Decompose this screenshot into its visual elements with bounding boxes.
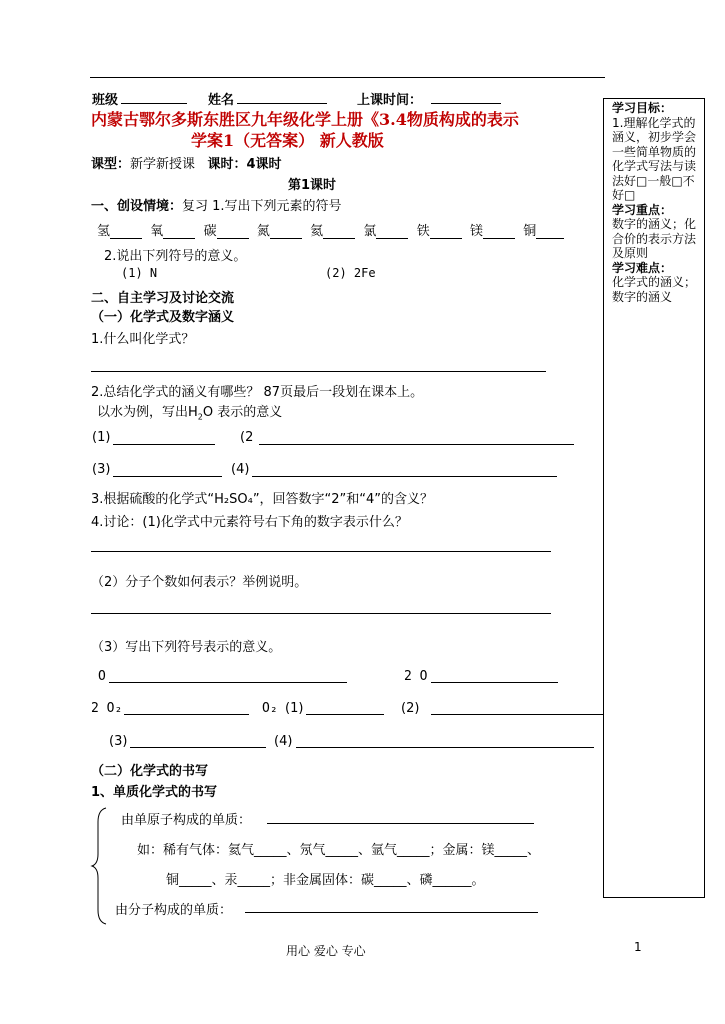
o2-meaning-4-label: (4) [274, 734, 293, 749]
name-label: 姓名 [208, 93, 235, 108]
section2-heading: 二、自主学习及讨论交流 [91, 291, 235, 306]
class-field[interactable] [121, 103, 187, 104]
lesson-hours-label: 课时： [207, 157, 247, 172]
goal-text: 1.理解化学式的涵义，初步学会一些简单物质的化学式写法与读法好□一般□不好□ [612, 115, 697, 202]
o2-meaning-2-field[interactable] [431, 714, 603, 715]
element-answer[interactable] [110, 224, 142, 239]
symbol-o2: O₂ [262, 701, 278, 716]
subsection-formula-meaning: （一）化学式及数字涵义 [91, 310, 235, 325]
meaning-4-label: (4) [231, 462, 250, 477]
section1-heading [91, 195, 342, 214]
lesson-type [91, 153, 282, 172]
question-what-is-formula: 1.什么叫化学式？ [91, 332, 195, 347]
element-answer[interactable] [217, 224, 249, 239]
goal-title: 学习目标： [612, 101, 673, 115]
molecular-element-field[interactable] [245, 912, 538, 913]
key-title: 学习重点： [612, 202, 673, 217]
section1-title: 一、创设情境： [91, 199, 183, 214]
time-label: 上课时间： [357, 93, 423, 108]
element-answer[interactable] [270, 224, 302, 239]
examples-line1: 如：稀有气体：氦气_____、氖气_____、氩气_____；金属：镁_____、 [137, 843, 541, 858]
water-example-post: O 表示的意义 [202, 405, 283, 420]
examples-line2: 铜_____、汞_____；非金属固体：碳_____、磷______。 [166, 873, 485, 888]
symbol-2o2-field[interactable] [124, 714, 249, 715]
name-field[interactable] [237, 103, 327, 104]
section1-review: 复习 1.写出下列元素的符号 [182, 199, 342, 214]
question-sulfuric-acid: 3.根据硫酸的化学式“H₂SO₄”，回答数字“2”和“4”的含义？ [91, 492, 434, 507]
document-title-line2: 学案1（无答案） 新人教版 [191, 131, 384, 150]
key-text: 数字的涵义；化合价的表示方法及原则 [612, 217, 697, 260]
symbol-2fe: (2) 2Fe [325, 266, 376, 280]
meaning-2-field[interactable] [259, 444, 574, 445]
meaning-1-label: (1) [92, 430, 111, 445]
o2-meaning-3-field[interactable] [130, 747, 266, 748]
lesson-hours-value: 4课时 [246, 157, 282, 172]
question-discussion-3: （3）写出下列符号表示的意义。 [91, 640, 282, 655]
question-discussion-1: 4.讨论：(1)化学式中元素符号右下角的数字表示什么？ [91, 515, 408, 530]
meaning-2-label: (2 [240, 430, 254, 445]
top-rule [90, 77, 605, 78]
element-name: 镁 [469, 224, 483, 239]
element-answer[interactable] [536, 224, 564, 239]
answer-line[interactable] [91, 613, 551, 614]
question-formula-meaning: 2.总结化学式的涵义有哪些？ 87页最后一段划在课本上。 [91, 385, 424, 400]
water-formula-sub: 2 [197, 412, 203, 422]
water-example [97, 401, 282, 422]
element-name: 铜 [523, 224, 537, 239]
o2-meaning-1-label: (1) [285, 701, 304, 716]
element-formula-heading: 1、单质化学式的书写 [91, 785, 218, 800]
symbol-2o: 2 O [404, 669, 428, 684]
class-label: 班级 [92, 93, 119, 108]
time-field[interactable] [431, 103, 501, 104]
meaning-3-field[interactable] [113, 476, 222, 477]
element-answer[interactable] [430, 224, 462, 239]
element-name: 碳 [203, 224, 217, 239]
element-answer[interactable] [376, 224, 408, 239]
element-answer[interactable] [483, 224, 515, 239]
symbol-2o2: 2 O₂ [91, 701, 123, 716]
element-answer[interactable] [163, 224, 195, 239]
o2-meaning-4-field[interactable] [296, 747, 594, 748]
element-name: 氦 [310, 224, 324, 239]
meaning-4-field[interactable] [252, 476, 557, 477]
monatomic-element-label: 由单原子构成的单质： [121, 813, 252, 828]
meaning-3-label: (3) [92, 462, 111, 477]
lesson-number: 第1课时 [288, 178, 337, 193]
lesson-type-value: 新学新授课 [130, 157, 196, 172]
element-name: 氢 [97, 224, 111, 239]
monatomic-element-field[interactable] [267, 823, 534, 824]
symbol-o-field[interactable] [109, 682, 347, 683]
element-row [97, 220, 564, 239]
element-name: 氮 [256, 224, 270, 239]
molecular-element-label: 由分子构成的单质： [115, 903, 233, 918]
water-formula-h: H [188, 405, 198, 420]
answer-line[interactable] [91, 371, 546, 372]
symbol-2o-field[interactable] [431, 682, 558, 683]
o2-meaning-1-field[interactable] [306, 714, 384, 715]
element-name: 氯 [363, 224, 377, 239]
o2-meaning-3-label: (3) [109, 734, 128, 749]
element-name: 铁 [416, 224, 430, 239]
water-example-pre: 以水为例，写出 [97, 405, 189, 420]
subsection-formula-writing: （二）化学式的书写 [91, 764, 209, 779]
symbol-n: (1) N [121, 266, 158, 280]
curly-brace [90, 806, 110, 926]
hard-title: 学习难点： [612, 260, 673, 275]
lesson-type-label: 课型： [91, 157, 131, 172]
meaning-1-field[interactable] [113, 444, 215, 445]
hard-text: 化学式的涵义；数字的涵义 [612, 275, 697, 304]
o2-meaning-2-label: (2) [401, 701, 420, 716]
element-answer[interactable] [323, 224, 355, 239]
question-discussion-2: （2）分子个数如何表示？举例说明。 [91, 575, 308, 590]
document-title-line1: 内蒙古鄂尔多斯东胜区九年级化学上册《3.4物质构成的表示 [91, 110, 519, 129]
symbol-o: O [98, 669, 106, 684]
sidebar-content [612, 101, 698, 304]
answer-line[interactable] [91, 551, 551, 552]
question-meaning: 2.说出下列符号的意义。 [104, 249, 247, 264]
page-number: 1 [634, 940, 642, 954]
element-name: 氧 [150, 224, 164, 239]
footer-motto: 用心 爱心 专心 [286, 944, 366, 958]
